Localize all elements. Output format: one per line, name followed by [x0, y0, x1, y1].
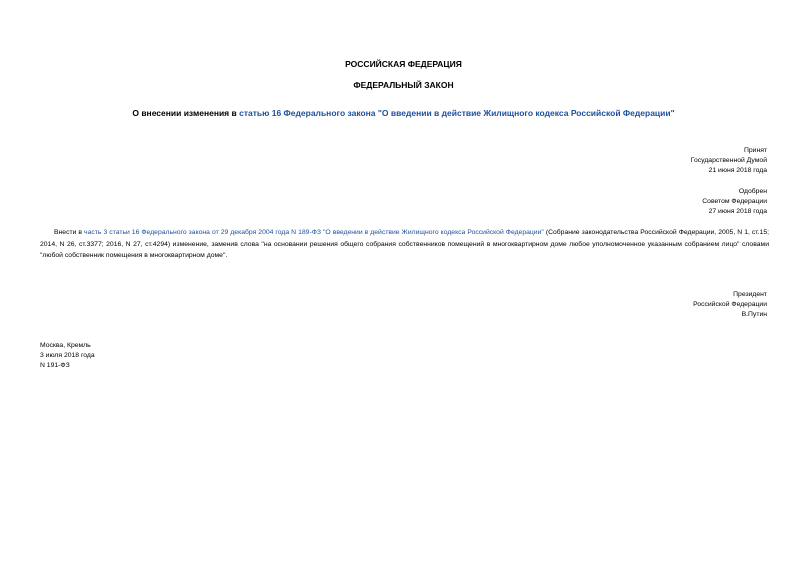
adopted-block — [691, 146, 767, 176]
place-city: Москва, Кремль — [40, 342, 91, 349]
document-title — [0, 108, 807, 118]
body-law-link[interactable]: часть 3 статьи 16 Федерального закона от 29 декабря 2004 года N 189-ФЗ "О введении в действие Жилищного кодекса Российской Федерации" — [84, 229, 544, 236]
body-suffix: (Собрание законодательства Российской Федерации, 2005, N 1, ст.15; 2014, N 26, ст.3377; 2016, N 27, ст.4294) изменение, заменив слова "на основании решения общего собрания собственников помещений в многоквартирном доме любое уполномоченное указанным собранием лицо" словами "любой собственник помещения в многоквартирном доме". — [40, 229, 769, 259]
title-article-link[interactable]: статью 16 Федерального закона "О введении в действие Жилищного кодекса Российской Федерации" — [239, 108, 675, 118]
signature-title: Президент — [733, 291, 767, 298]
place-date: 3 июля 2018 года — [40, 352, 95, 359]
adopted-date: 21 июня 2018 года — [708, 167, 767, 174]
signature-block — [693, 290, 767, 320]
adopted-body: Государственной Думой — [690, 157, 767, 164]
signature-name: В.Путин — [741, 311, 767, 318]
country-heading: РОССИЙСКАЯ ФЕДЕРАЦИЯ — [345, 59, 462, 69]
approved-block — [702, 187, 767, 217]
law-number: N 191-ФЗ — [40, 362, 70, 369]
adopted-label: Принят — [743, 147, 767, 154]
body-prefix: Внести в — [54, 229, 85, 236]
law-type-heading: ФЕДЕРАЛЬНЫЙ ЗАКОН — [353, 80, 454, 90]
place-date-block — [40, 341, 95, 371]
approved-body: Советом Федерации — [702, 198, 767, 205]
law-body-paragraph — [40, 227, 769, 262]
approved-date: 27 июня 2018 года — [708, 208, 767, 215]
signature-body: Российской Федерации — [693, 301, 767, 308]
approved-label: Одобрен — [738, 188, 767, 195]
title-prefix: О внесении изменения в — [132, 108, 240, 118]
